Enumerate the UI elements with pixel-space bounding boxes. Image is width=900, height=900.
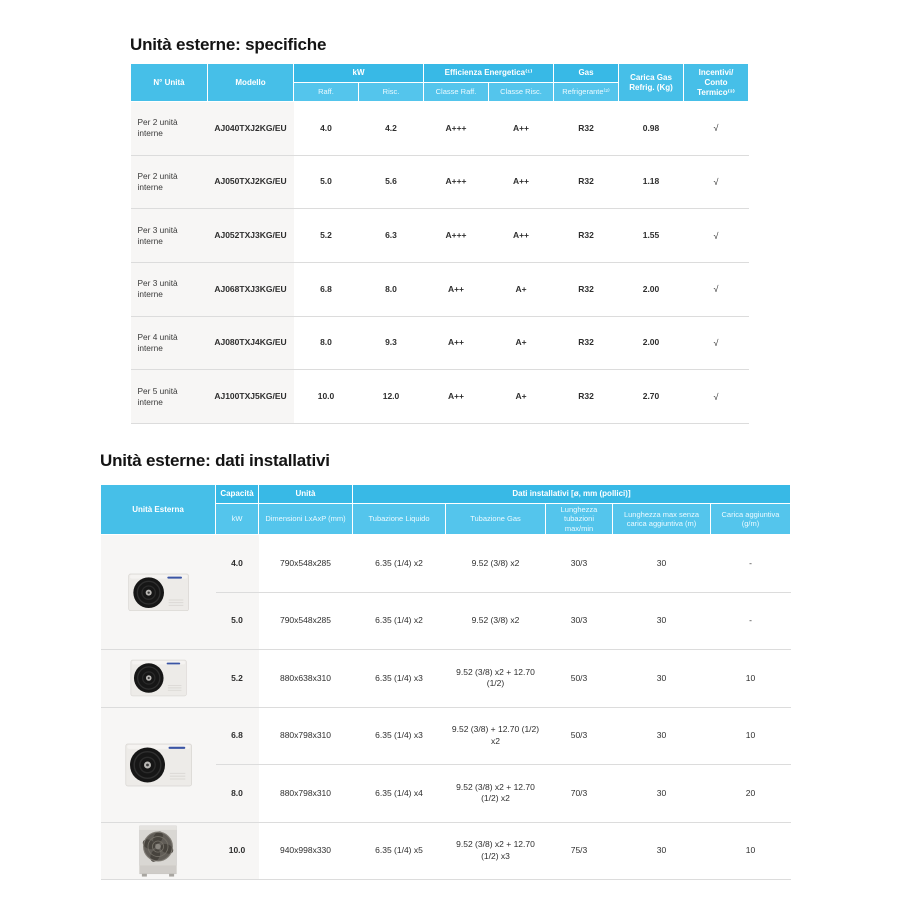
col-header-dimensioni: Dimensioni LxAxP (mm) bbox=[259, 504, 353, 535]
col-header-kw: kW bbox=[294, 64, 424, 83]
cell-modello: AJ080TXJ4KG/EU bbox=[208, 316, 294, 370]
cell-incentivi-check: √ bbox=[684, 316, 749, 370]
cell-lunghezza-max: 30 bbox=[613, 765, 711, 823]
cell-raff: 8.0 bbox=[294, 316, 359, 370]
cell-modello: AJ100TXJ5KG/EU bbox=[208, 370, 294, 424]
cell-classe-risc: A++ bbox=[489, 209, 554, 263]
cell-raff: 4.0 bbox=[320, 122, 332, 133]
cell-capacita: 5.2 bbox=[216, 650, 259, 708]
cell-tubazione-gas: 9.52 (3/8) x2 bbox=[446, 592, 546, 650]
cell-lunghezza-max: 30 bbox=[613, 592, 711, 650]
cell-lunghezza-tubazioni: 50/3 bbox=[546, 707, 613, 765]
col-header-carica-gas: Carica Gas Refrig. (Kg) bbox=[619, 64, 684, 102]
cell-n-unita: Per 4 unità interne bbox=[131, 316, 208, 370]
cell-gas: R32 bbox=[554, 209, 619, 263]
cell-dimensioni: 880x638x310 bbox=[259, 650, 353, 708]
header-row-top bbox=[131, 64, 749, 83]
cell-lunghezza-tubazioni: 30/3 bbox=[570, 557, 588, 568]
cell-modello: AJ052TXJ3KG/EU bbox=[208, 209, 294, 263]
cell-classe-risc: A+ bbox=[489, 263, 554, 317]
cell-risc: 12.0 bbox=[359, 370, 424, 424]
cell-incentivi-check: √ bbox=[684, 370, 749, 424]
cell-capacita: 5.0 bbox=[216, 592, 259, 650]
cell-incentivi-check: √ bbox=[684, 155, 749, 209]
cell-tubazione-liquido: 6.35 (1/4) x3 bbox=[353, 707, 446, 765]
cell-n-unita: Per 3 unità interne bbox=[131, 209, 208, 263]
cell-tubazione-liquido: 6.35 (1/4) x3 bbox=[353, 650, 446, 708]
cell-risc: 4.2 bbox=[385, 122, 397, 133]
col-header-classe-raff: Classe Raff. bbox=[424, 83, 489, 102]
col-header-incentivi: Incentivi/ Conto Termico⁽³⁾ bbox=[684, 64, 749, 102]
col-header-capacita: Capacità bbox=[216, 485, 259, 504]
cell-capacita: 10.0 bbox=[216, 822, 259, 880]
header-row-top bbox=[101, 485, 791, 504]
col-header-tubazione-gas: Tubazione Gas bbox=[446, 504, 546, 535]
cell-gas: R32 bbox=[554, 155, 619, 209]
cell-classe-raff: A+++ bbox=[445, 122, 467, 133]
cell-carica-aggiuntiva: 10 bbox=[711, 707, 791, 765]
table-row bbox=[101, 822, 791, 880]
col-header-gas: Gas bbox=[554, 64, 619, 83]
cell-capacita: 4.0 bbox=[216, 535, 259, 593]
cell-modello: AJ050TXJ2KG/EU bbox=[208, 155, 294, 209]
cell-classe-risc: A+ bbox=[489, 316, 554, 370]
cell-classe-risc: A+ bbox=[489, 370, 554, 424]
cell-n-unita: Per 5 unità interne bbox=[131, 370, 208, 424]
cell-risc: 8.0 bbox=[359, 263, 424, 317]
table-row bbox=[131, 316, 749, 370]
col-header-kw: kW bbox=[216, 504, 259, 535]
cell-risc: 6.3 bbox=[359, 209, 424, 263]
cell-carica-aggiuntiva: 10 bbox=[711, 650, 791, 708]
cell-tubazione-gas: 9.52 (3/8) x2 + 12.70 (1/2) x3 bbox=[446, 822, 546, 880]
outdoor-unit-small-illustration bbox=[118, 564, 198, 620]
cell-carica-aggiuntiva: 20 bbox=[711, 765, 791, 823]
col-header-tubazione-liquido: Tubazione Liquido bbox=[353, 504, 446, 535]
cell-carica-aggiuntiva: 10 bbox=[711, 822, 791, 880]
cell-risc: 9.3 bbox=[359, 316, 424, 370]
install-table-body bbox=[101, 535, 791, 880]
table-row bbox=[101, 707, 791, 765]
cell-carica: 1.18 bbox=[619, 155, 684, 209]
cell-gas: R32 bbox=[554, 263, 619, 317]
table-row bbox=[131, 263, 749, 317]
cell-carica-aggiuntiva: - bbox=[711, 592, 791, 650]
cell-tubazione-liquido: 6.35 (1/4) x2 bbox=[353, 592, 446, 650]
cell-n-unita: Per 2 unità interne bbox=[131, 155, 208, 209]
col-header-lunghezza-tubazioni: Lunghezza tubazioni max/min bbox=[546, 504, 613, 535]
cell-carica: 2.00 bbox=[619, 263, 684, 317]
cell-n-unita: Per 2 unità interne bbox=[131, 102, 208, 156]
table-row bbox=[131, 155, 749, 209]
cell-lunghezza-max: 30 bbox=[613, 650, 711, 708]
specs-table-body bbox=[131, 102, 749, 424]
cell-lunghezza-tubazioni: 75/3 bbox=[546, 822, 613, 880]
col-header-n-unita: N° Unità bbox=[131, 64, 208, 102]
cell-classe-raff: A+++ bbox=[424, 209, 489, 263]
cell-dimensioni: 790x548x285 bbox=[279, 557, 332, 568]
cell-lunghezza-tubazioni: 30/3 bbox=[546, 592, 613, 650]
cell-tubazione-liquido: 6.35 (1/4) x5 bbox=[353, 822, 446, 880]
cell-modello: AJ068TXJ3KG/EU bbox=[208, 263, 294, 317]
cell-classe-raff: A++ bbox=[424, 316, 489, 370]
table-row bbox=[131, 102, 749, 156]
cell-capacita: 8.0 bbox=[216, 765, 259, 823]
cell-tubazione-liquido: 6.35 (1/4) x2 bbox=[375, 557, 423, 568]
cell-incentivi-check: √ bbox=[684, 263, 749, 317]
cell-lunghezza-max: 30 bbox=[613, 822, 711, 880]
table-row bbox=[131, 370, 749, 424]
outdoor-unit-small-illustration bbox=[121, 652, 195, 704]
cell-raff: 10.0 bbox=[294, 370, 359, 424]
cell-carica: 2.70 bbox=[619, 370, 684, 424]
table-row bbox=[131, 209, 749, 263]
cell-raff: 6.8 bbox=[294, 263, 359, 317]
table-row bbox=[101, 650, 791, 708]
cell-tubazione-gas: 9.52 (3/8) x2 + 12.70 (1/2) bbox=[446, 650, 546, 708]
col-header-risc: Risc. bbox=[359, 83, 424, 102]
cell-classe-raff: A+++ bbox=[424, 155, 489, 209]
cell-tubazione-gas: 9.52 (3/8) + 12.70 (1/2) x2 bbox=[446, 707, 546, 765]
cell-gas: R32 bbox=[554, 316, 619, 370]
col-header-raff: Raff. bbox=[294, 83, 359, 102]
cell-carica: 1.55 bbox=[619, 209, 684, 263]
col-header-refrigerante: Refrigerante⁽²⁾ bbox=[554, 83, 619, 102]
cell-tubazione-gas: 9.52 (3/8) x2 bbox=[471, 557, 520, 568]
cell-gas: R32 bbox=[578, 122, 594, 133]
col-header-unita: Unità bbox=[259, 485, 353, 504]
cell-dimensioni: 880x798x310 bbox=[259, 707, 353, 765]
section-title-dati-installativi: Unità esterne: dati installativi bbox=[100, 451, 330, 470]
cell-raff: 5.0 bbox=[294, 155, 359, 209]
cell-lunghezza-max: 30 bbox=[656, 557, 667, 568]
cell-classe-raff: A++ bbox=[424, 370, 489, 424]
outdoor-unit-photo bbox=[101, 535, 216, 650]
cell-carica-aggiuntiva: - bbox=[749, 557, 752, 568]
cell-lunghezza-max: 30 bbox=[613, 707, 711, 765]
col-header-carica-aggiuntiva: Carica aggiuntiva (g/m) bbox=[711, 504, 791, 535]
table-row bbox=[101, 535, 791, 593]
col-header-classe-risc: Classe Risc. bbox=[489, 83, 554, 102]
cell-classe-raff: A++ bbox=[424, 263, 489, 317]
cell-raff: 5.2 bbox=[294, 209, 359, 263]
cell-carica: 0.98 bbox=[642, 122, 660, 133]
cell-carica: 2.00 bbox=[619, 316, 684, 370]
outdoor-unit-large-illustration bbox=[133, 823, 183, 879]
outdoor-unit-photo bbox=[101, 822, 216, 880]
cell-classe-risc: A++ bbox=[489, 155, 554, 209]
cell-incentivi-check: √ bbox=[684, 209, 749, 263]
outdoor-unit-small-illustration bbox=[116, 735, 200, 795]
cell-tubazione-gas: 9.52 (3/8) x2 + 12.70 (1/2) x2 bbox=[446, 765, 546, 823]
cell-lunghezza-tubazioni: 50/3 bbox=[546, 650, 613, 708]
cell-dimensioni: 880x798x310 bbox=[259, 765, 353, 823]
col-header-modello: Modello bbox=[208, 64, 294, 102]
cell-dimensioni: 940x998x330 bbox=[259, 822, 353, 880]
cell-n-unita: Per 3 unità interne bbox=[131, 263, 208, 317]
col-header-unita-esterna: Unità Esterna bbox=[101, 485, 216, 535]
cell-modello: AJ040TXJ2KG/EU bbox=[208, 102, 294, 156]
cell-risc: 5.6 bbox=[359, 155, 424, 209]
install-data-table bbox=[100, 484, 791, 880]
cell-gas: R32 bbox=[554, 370, 619, 424]
cell-incentivi-check: √ bbox=[713, 123, 719, 134]
cell-tubazione-liquido: 6.35 (1/4) x4 bbox=[353, 765, 446, 823]
cell-classe-risc: A++ bbox=[512, 122, 530, 133]
outdoor-unit-photo bbox=[101, 707, 216, 822]
outdoor-unit-photo bbox=[101, 650, 216, 708]
cell-lunghezza-tubazioni: 70/3 bbox=[546, 765, 613, 823]
col-header-dati-installativi: Dati installativi [ø, mm (pollici)] bbox=[353, 485, 791, 504]
install-table-header bbox=[101, 485, 791, 535]
specs-table bbox=[130, 63, 749, 424]
col-header-efficienza: Efficienza Energetica⁽¹⁾ bbox=[424, 64, 554, 83]
cell-dimensioni: 790x548x285 bbox=[259, 592, 353, 650]
section-title-specifiche: Unità esterne: specifiche bbox=[130, 35, 327, 54]
cell-capacita: 6.8 bbox=[216, 707, 259, 765]
col-header-lunghezza-max: Lunghezza max senza carica aggiuntiva (m) bbox=[613, 504, 711, 535]
specs-table-header bbox=[131, 64, 749, 102]
